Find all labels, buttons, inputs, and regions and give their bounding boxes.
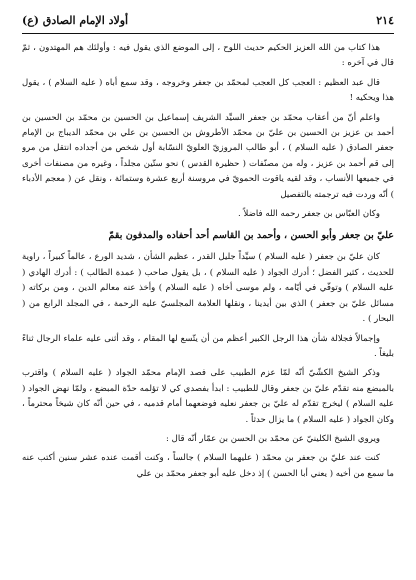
paragraph-4: وكان العبّاس بن جعفر رحمه الله فاضلاً . (237, 209, 380, 220)
paragraph-3: واعلم أنّ من أعقاب محمّد بن جعفر السيِّد الشريف إسماعيل بن الحسين بن محمّد بن الحسين بن أحمد بن عزيز بن الحسين بن عليّ بن محمّد الأطروش بن الحسين بن علي بن محمّد الديباج بن الإمام جعفر الصادق ( عليه السلام ) ، أبو طالب المروزيّ العلويّ النسّابة أول شخص من أجداده انتقل من مرو إلى قم أحمد بن عزيز ، وله من مصنّفات ( حظيرة القدس ) نحو ستّين مجلداً ، وغيره من مصنفات أخرى في جميعها الأنساب ، وقد لقيه ياقوت الحمويّ في مروسنة أربع عشرة وستمائة ، ونقل عن ( معجم الأدباء ) أنّه وردت فيه ترجمته بالتفصيل (22, 112, 394, 200)
paragraph-7: وذكر الشيخ الكشّيّ أنّه لمّا عزم الطبيب على فصد الإمام محمّد الجواد ( عليه السلام ) واقترب بالمبضع منه تقدّم عليّ بن جعفر وقال للطبيب : ابدأ بفصدي كي لا تؤلمه حدّة المبضع ، ولمّا نهض الجواد ( عليه السلام ) ليخرج تقدّم له عليّ بن جعفر نعليه فوضعهما أمام قدميه ، في حين أنّه كان شيخاً محترماً ، وكان الجواد ( عليه السلام ) ما يزال حدثاً . (22, 368, 394, 425)
book-page (22, 10, 394, 572)
paragraph-9: كنت عند عليّ بن جعفر بن محمّد ( عليهما السلام ) جالساً ، وكنت أقمت عنده عشر سنين أكتب عنه ما سمع من أخيه ( يعني أبا الحسن ) إذ دخل عليه أبو جعفر محمّد بن علي (22, 453, 394, 479)
section-heading: عليّ بن جعفر وأبو الحسن ، وأحمد بن القاسم أحد أحفاده والمدفون بقمّ (108, 230, 394, 242)
paragraph-1: هذا كتاب من الله العزيز الحكيم حديث اللوح ، إلى الموضع الذي يقول فيه : وأولئك هم المهتدون ، ثمّ قال في آخره : (22, 43, 394, 69)
running-title: أولاد الإمام الصادق (ع) (22, 13, 129, 27)
page-header (22, 10, 394, 30)
header-divider (22, 33, 394, 34)
paragraph-2: قال عبد العظيم : العجب كل العجب لمحمّد بن جعفر وخروجه ، وقد سمع أباه ( عليه السلام ) ، يقول هذا ويحكيه ! (22, 77, 394, 104)
paragraph-8: ويروي الشيخ الكلينيّ عن محمّد بن الحسن بن عمّار أنّه قال : (165, 433, 380, 444)
page-number: ٢١٤ (376, 13, 394, 27)
paragraph-5: كان عليّ بن جعفر ( عليه السلام ) سيِّداً جليل القدر ، عظيم الشأن ، شديد الورع ، عالماً كبيراً ، راوية للحديث ، كثير الفضل ؛ أدرك الجواد ( عليه السلام ) ، بل يقول صاحب ( عمدة الطالب ) : أدرك الهادي ( عليه السلام ) وتوفّي في أيّامه ، ولم موسى أخاه ( عليه السلام ) وأخذ عنه معالم الدين ، ومن بركاته ( مسائل عليّ بن جعفر ) الذي بين أيدينا ، ونقلها العلامة المجلسيّ عليه الرحمة ، في المجلد الرابع من ( البحار ) . (22, 252, 394, 325)
page-body (22, 41, 394, 482)
paragraph-6: وإجمالاً فجلالة شأن هذا الرجل الكبير أعظم من أن يتّسع لها المقام ، وقد أثنى عليه علماء الرجال ثناءً بليغاً . (22, 333, 394, 359)
